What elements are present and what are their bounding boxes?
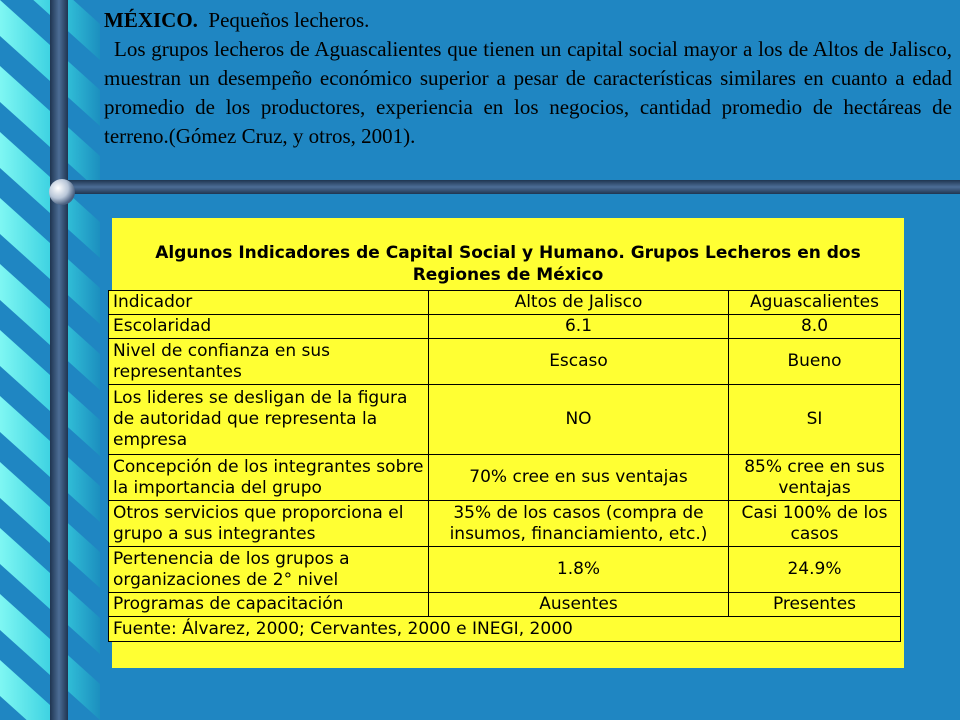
jalisco-value: 35% de los casos (compra de insumos, financiamiento, etc.) (429, 501, 729, 547)
table-row (109, 501, 901, 547)
header-altos-de-jalisco: Altos de Jalisco (429, 291, 729, 315)
table-source-row (109, 617, 901, 642)
jalisco-value: 6.1 (429, 315, 729, 339)
header-aguascalientes: Aguascalientes (729, 291, 901, 315)
aguascalientes-value: Bueno (729, 339, 901, 385)
table-row (109, 339, 901, 385)
aguascalientes-value: 85% cree en sus ventajas (729, 455, 901, 501)
aguascalientes-value: 24.9% (729, 547, 901, 593)
table-title-line-2: Regiones de México (412, 265, 604, 285)
slide-paragraph: Los grupos lecheros de Aguascalientes que tienen un capital social mayor a los de Altos de Jalisco, muestran un desempeño económico superior a pesar de características similares en cuanto a edad promedio de los productores, experiencia en los negocios, cantidad promedio de hectáreas de terreno.(Gómez Cruz, y otros, 2001). (104, 37, 952, 148)
aguascalientes-value: Presentes (729, 593, 901, 617)
table-title (112, 242, 904, 286)
indicator-cell: Nivel de confianza en sus representantes (109, 339, 429, 385)
indicator-cell: Programas de capacitación (109, 593, 429, 617)
heading-country: MÉXICO. (104, 8, 198, 32)
slide-heading (104, 6, 952, 35)
indicator-cell: Escolaridad (109, 315, 429, 339)
jalisco-value: Escaso (429, 339, 729, 385)
jalisco-value: 70% cree en sus ventajas (429, 455, 729, 501)
indicator-cell: Otros servicios que proporciona el grupo a sus integrantes (109, 501, 429, 547)
indicator-cell: Concepción de los integrantes sobre la importancia del grupo (109, 455, 429, 501)
aguascalientes-value: Casi 100% de los casos (729, 501, 901, 547)
table-header-row (109, 291, 901, 315)
header-indicator: Indicador (109, 291, 429, 315)
aguascalientes-value: 8.0 (729, 315, 901, 339)
indicator-cell: Los lideres se desligan de la figura de autoridad que representa la empresa (109, 385, 429, 455)
slide-text (104, 6, 952, 151)
jalisco-value: NO (429, 385, 729, 455)
table-source: Fuente: Álvarez, 2000; Cervantes, 2000 e INEGI, 2000 (109, 617, 901, 642)
table-row (109, 593, 901, 617)
table-row (109, 385, 901, 455)
indicators-table (108, 290, 901, 642)
sphere-ornament (49, 179, 75, 205)
table-row (109, 455, 901, 501)
jalisco-value: 1.8% (429, 547, 729, 593)
jalisco-value: Ausentes (429, 593, 729, 617)
table-row (109, 315, 901, 339)
heading-subtitle: Pequeños lecheros. (208, 8, 370, 32)
table-title-line-1: Algunos Indicadores de Capital Social y Humano. Grupos Lecheros en dos (155, 243, 861, 263)
table-row (109, 547, 901, 593)
aguascalientes-value: SI (729, 385, 901, 455)
indicators-table-panel (112, 218, 904, 668)
indicator-cell: Pertenencia de los grupos a organizaciones de 2° nivel (109, 547, 429, 593)
